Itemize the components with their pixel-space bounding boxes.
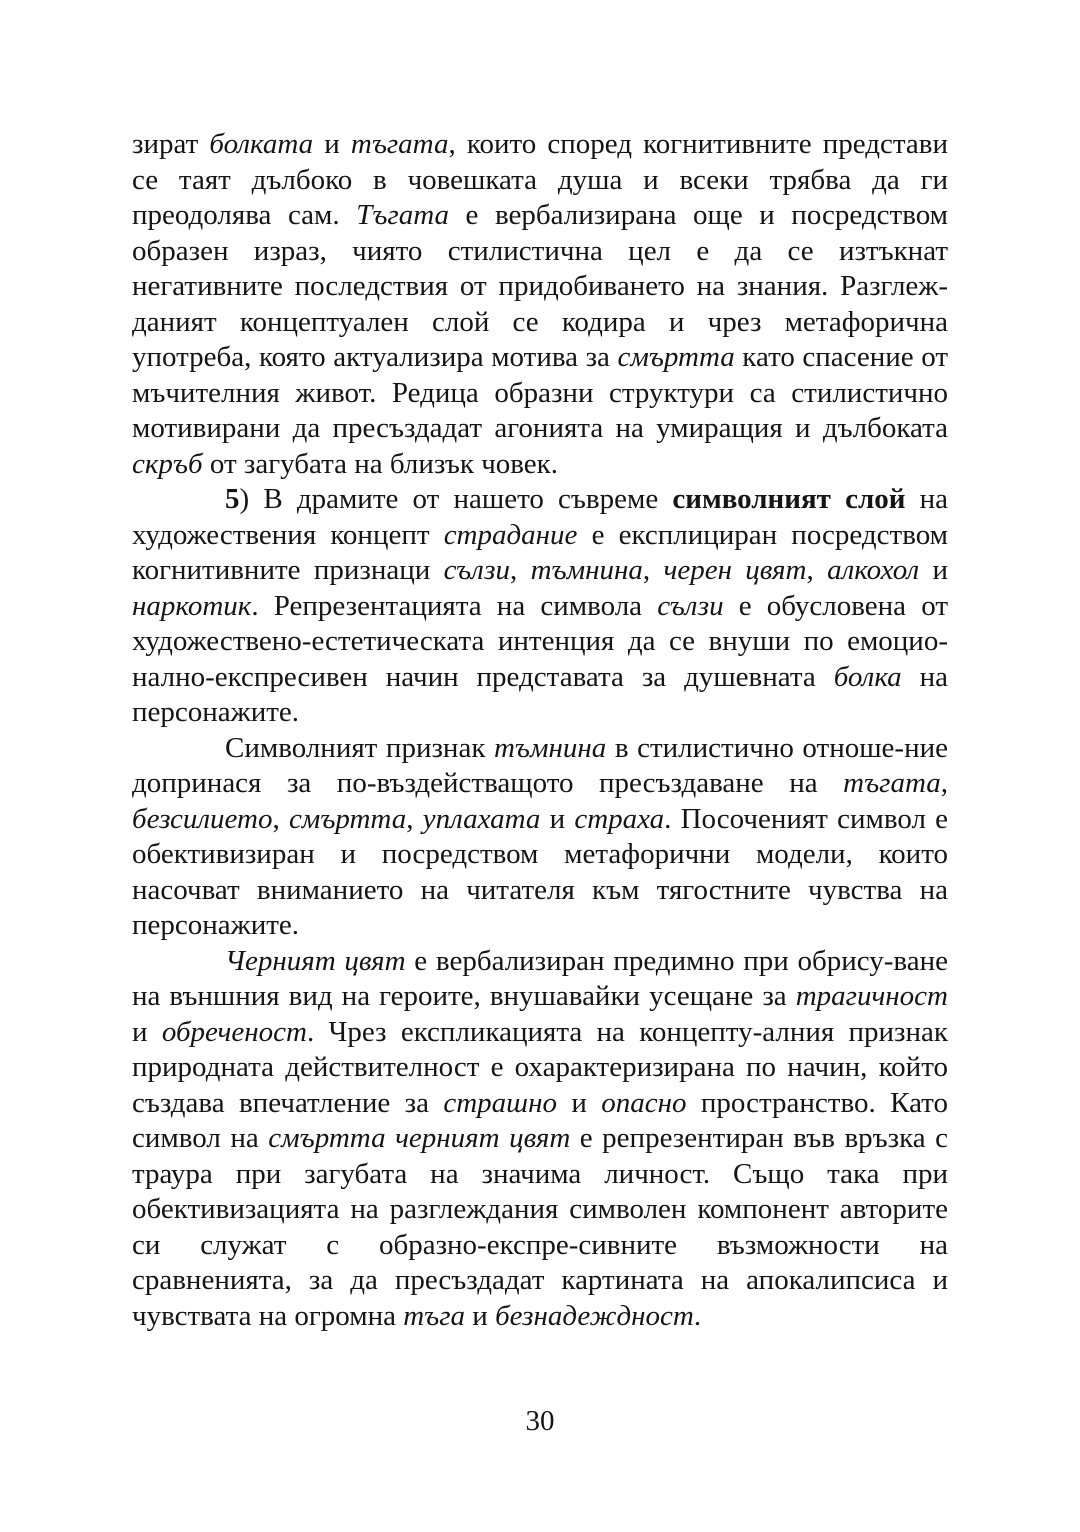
italic-term: смъртта черният цвят: [268, 1122, 571, 1154]
text-run: е вербализиран предимно при обрису-ване на външния вид на героите, внушавайки усещане за: [132, 944, 948, 1012]
italic-term: Черният цвят: [225, 944, 406, 977]
italic-term: болката: [209, 128, 314, 160]
italic-term: тъгата: [350, 128, 449, 160]
page-body: [132, 127, 948, 1334]
italic-term: смъртта: [617, 341, 735, 373]
italic-term: страха: [574, 802, 665, 835]
text-run: в стилистично отноше-ние допринася за по-въздействащото пресъздаване на: [132, 731, 948, 799]
italic-term: обреченост: [161, 1015, 307, 1048]
italic-term: безнадеждност: [495, 1299, 694, 1332]
italic-term: безсилието: [132, 802, 273, 835]
bold-text: символният слой: [672, 483, 906, 515]
text-run: ,: [272, 802, 289, 835]
text-run: пространство. Като символ на: [132, 1086, 948, 1154]
text-run: , които според когнитивните представи се таят дълбоко в човешката душа и всеки трябва да ги преодолява сам.: [132, 128, 948, 231]
text-run: ,: [510, 554, 531, 586]
text-run: и: [540, 802, 575, 835]
text-run: ,: [940, 767, 948, 799]
italic-term: черен цвят: [663, 554, 807, 586]
bold-text: 5: [225, 483, 240, 515]
italic-term: смъртта: [288, 802, 407, 835]
text-run: и: [919, 554, 949, 586]
italic-term: скръб: [132, 447, 203, 480]
text-run: ,: [806, 554, 828, 586]
text-run: е експлициран посредством когнитивните признаци: [132, 518, 948, 586]
paragraph: [132, 127, 948, 482]
text-run: е обусловена от художествено-естетическата интенция да се внуши по емоцио-нално-експресивен начин представата за душевната: [132, 589, 948, 693]
text-run: Символният признак: [225, 731, 494, 764]
text-run: и: [132, 1015, 162, 1048]
paragraph: [132, 482, 948, 731]
italic-term: страшно: [443, 1086, 557, 1119]
text-run: . Репрезентацията на символа: [251, 589, 658, 622]
text-run: е вербализирана още и посредством образен израз, чиято стилистична цел е да се изтъкнат негативните последствия от придобиването на знания. Разглеж-даният концептуален слой се кодира и чрез метафорична употреба, която актуализира мотива за: [132, 199, 948, 373]
italic-term: тъга: [403, 1299, 466, 1332]
page-number: 30: [525, 1405, 555, 1437]
italic-term: уплахата: [422, 802, 541, 835]
italic-term: болка: [833, 660, 902, 693]
text-run: като спасение от мъчителния живот. Редица образни структури са стилистично мотивирани да пресъздадат агонията на умиращия и дълбоката: [132, 341, 949, 444]
text-run: е репрезентиран във връзка с траура при загубата на значима личност. Също така при обективизацията на разглеждания символен компонент авторите си служат с образно-експре-сивните възможности на сравненията, за да пресъздадат картината на апокалипсиса и чувствата на огромна: [132, 1122, 949, 1332]
text-run: . Чрез експликацията на концепту-алния признак природната действителност е охарактеризирана по начин, който създава впечатление за: [132, 1015, 948, 1119]
italic-term: сълзи: [657, 589, 724, 622]
italic-term: сълзи: [443, 554, 510, 586]
italic-term: опасно: [601, 1086, 687, 1119]
italic-term: наркотик: [132, 589, 252, 622]
paragraph: [132, 731, 948, 944]
text-run: ,: [642, 554, 664, 586]
paragraph: [132, 944, 948, 1335]
text-run: и: [313, 128, 351, 160]
italic-term: тъмнина: [530, 554, 643, 586]
italic-term: алкохол: [827, 554, 920, 586]
text-run: от загубата на близък човек.: [202, 447, 559, 480]
italic-term: тъгата: [843, 767, 941, 799]
text-run: на художествения концепт: [132, 483, 948, 551]
italic-term: страдание: [443, 518, 578, 551]
italic-term: тъмнина: [493, 731, 607, 764]
text-run: на персонажите.: [132, 660, 948, 728]
italic-term: Тъгата: [356, 199, 449, 231]
text-run: .: [693, 1299, 702, 1332]
text-run: и: [556, 1086, 602, 1119]
text-run: зират: [132, 128, 210, 160]
text-run: и: [465, 1299, 496, 1332]
italic-term: трагичност: [795, 980, 948, 1012]
text-run: ,: [406, 802, 423, 835]
text-run: . Посоченият символ е обективизиран и посредством метафорични модели, които насочват вниманието на читателя към тягостните чувства на персонажите.: [132, 802, 949, 941]
text-run: ) В драмите от нашето съвреме: [239, 483, 673, 515]
